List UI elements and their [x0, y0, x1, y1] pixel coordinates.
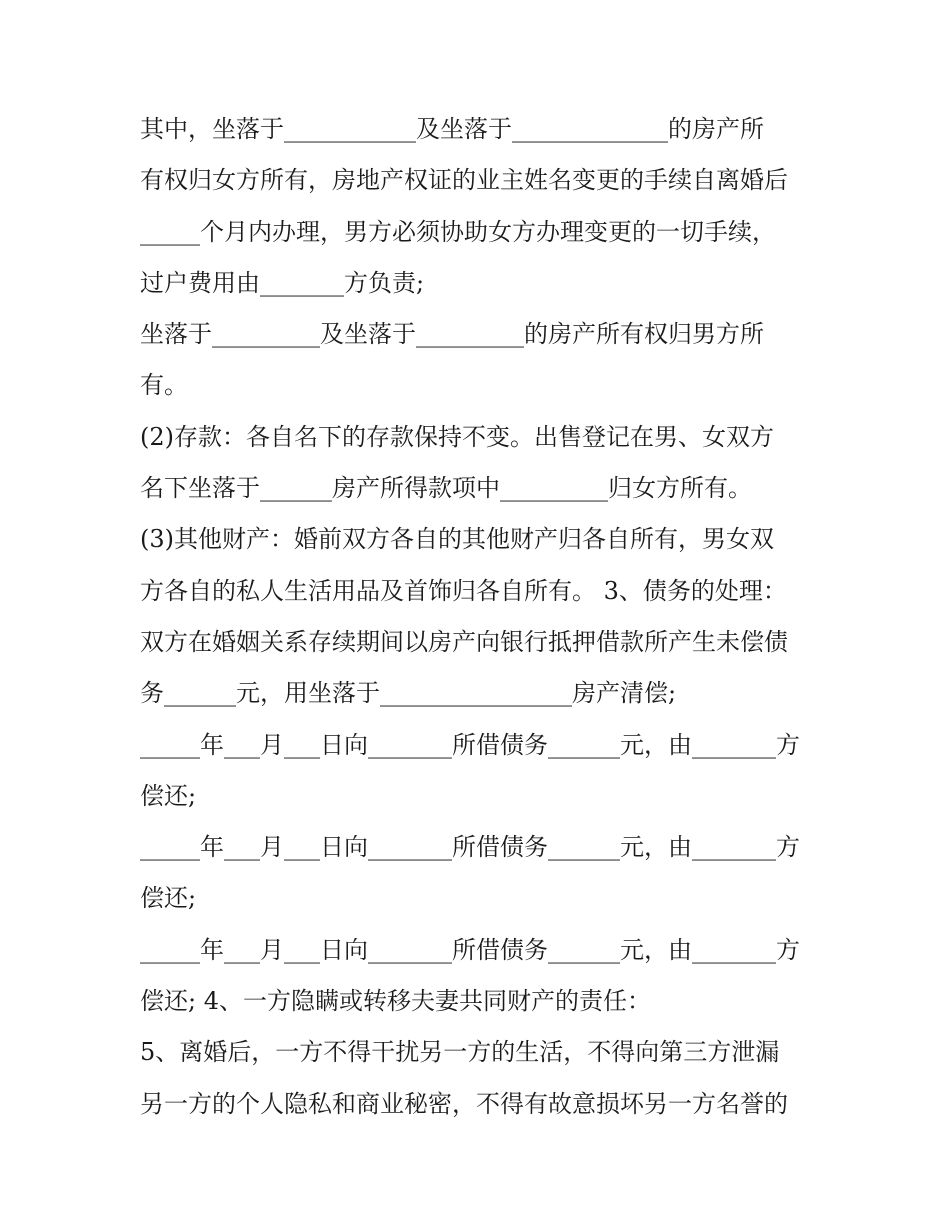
text-line: _____年___月___日向_______所借债务______元，由_______方	[140, 833, 800, 862]
text-line: 过户费用由_______方负责;	[140, 268, 425, 297]
text-line: 偿还;	[140, 884, 197, 913]
text-line: 双方在婚姻关系存续期间以房产向银行抵押借款所产生未偿债	[140, 627, 788, 656]
text-line: 有权归女方所有，房地产权证的业主姓名变更的手续自离婚后	[140, 166, 788, 195]
text-line: 其中，坐落于___________及坐落于_____________的房产所	[140, 115, 764, 143]
text-line: _____年___月___日向_______所借债务______元，由_______方	[140, 730, 800, 759]
text-line: 另一方的个人隐私和商业秘密，不得有故意损坏另一方名誉的	[140, 1089, 788, 1118]
text-line: 偿还; 4、一方隐瞒或转移夫妻共同财产的责任：	[140, 987, 651, 1016]
text-line: 有。	[140, 371, 188, 400]
text-line: (2)存款：各自名下的存款保持不变。出售登记在男、女双方	[140, 422, 774, 451]
text-line: (3)其他财产：婚前双方各自的其他财产归各自所有，男女双	[140, 525, 774, 554]
text-line: _____个月内办理，男方必须协助女方办理变更的一切手续，	[140, 217, 776, 246]
text-line: 偿还;	[140, 781, 197, 810]
text-line: 方各自的私人生活用品及首饰归各自所有。 3、债务的处理：	[140, 576, 787, 605]
document-body	[140, 104, 830, 1130]
text-line: 名下坐落于______房产所得款项中_________归女方所有。	[140, 474, 752, 503]
text-line: 5、离婚后，一方不得干扰另一方的生活，不得向第三方泄漏	[140, 1038, 780, 1067]
text-line: 务______元，用坐落于________________房产清偿;	[140, 679, 677, 708]
text-line: _____年___月___日向_______所借债务______元，由_______方	[140, 935, 800, 964]
text-line: 坐落于_________及坐落于_________的房产所有权归男方所	[140, 320, 764, 349]
